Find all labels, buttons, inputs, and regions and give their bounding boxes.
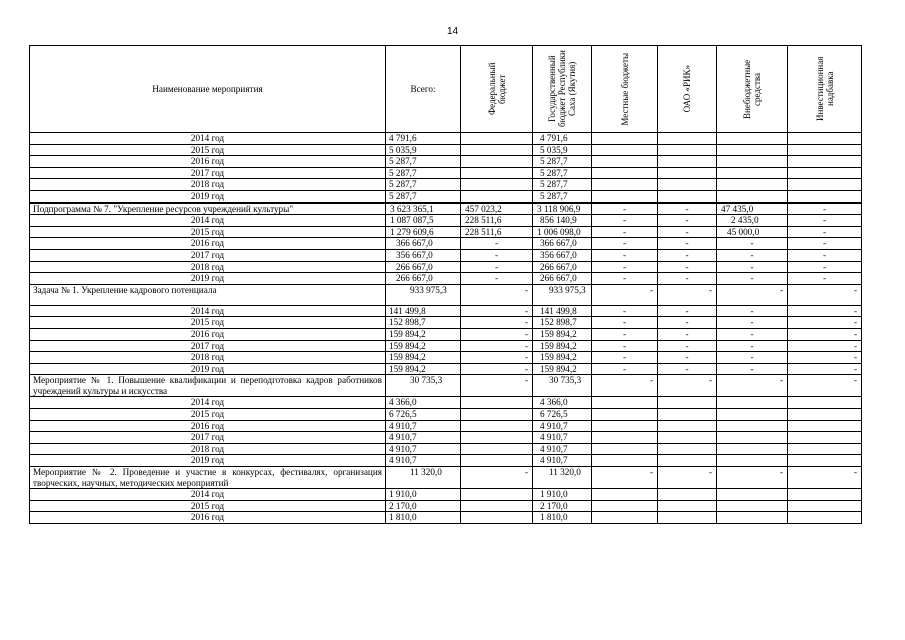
cell-oao: [658, 156, 717, 168]
cell-invest: -: [788, 352, 862, 364]
table-row: [30, 500, 862, 512]
cell-extra: [717, 500, 788, 512]
cell-invest: [788, 455, 862, 467]
cell-extra: [717, 144, 788, 156]
table-row: [30, 375, 862, 397]
cell-extra: -: [717, 305, 788, 317]
cell-state: 366 667,0: [533, 238, 592, 250]
row-name: 2019 год: [30, 273, 386, 285]
table-row: [30, 156, 862, 168]
cell-state: 159 894,2: [533, 328, 592, 340]
row-name: 2015 год: [30, 144, 386, 156]
header-state: [533, 46, 592, 133]
cell-oao: -: [658, 352, 717, 364]
cell-total: 1 810,0: [386, 512, 461, 524]
table-row: [30, 167, 862, 179]
cell-total: 30 735,3: [386, 375, 461, 397]
cell-oao: -: [658, 375, 717, 397]
cell-oao: [658, 167, 717, 179]
page-number: 14: [446, 26, 459, 37]
cell-federal: [461, 455, 533, 467]
cell-state: 4 910,7: [533, 455, 592, 467]
header-state-label: Государственный бюджет Республики Саха (Якутия): [547, 50, 577, 128]
cell-invest: -: [788, 284, 862, 305]
cell-oao: -: [658, 215, 717, 227]
cell-invest: [788, 167, 862, 179]
cell-federal: [461, 397, 533, 409]
row-name: 2014 год: [30, 489, 386, 501]
cell-extra: 45 000,0: [717, 226, 788, 238]
cell-invest: [788, 144, 862, 156]
cell-state: 5 287,7: [533, 190, 592, 202]
cell-extra: [717, 133, 788, 145]
cell-total: 141 499,8: [386, 305, 461, 317]
cell-local: [592, 144, 658, 156]
header-local-label: Местные бюджеты: [619, 52, 630, 126]
table-row: [30, 179, 862, 191]
cell-oao: -: [658, 203, 717, 215]
cell-federal: -: [461, 375, 533, 397]
cell-extra: -: [717, 317, 788, 329]
cell-local: -: [592, 284, 658, 305]
cell-extra: [717, 512, 788, 524]
cell-total: 266 667,0: [386, 273, 461, 285]
table-row: [30, 363, 862, 375]
table-row: [30, 512, 862, 524]
cell-local: -: [592, 273, 658, 285]
cell-local: -: [592, 261, 658, 273]
cell-invest: [788, 133, 862, 145]
cell-state: 159 894,2: [533, 340, 592, 352]
cell-invest: [788, 409, 862, 421]
cell-state: 5 287,7: [533, 179, 592, 191]
row-name: 2019 год: [30, 455, 386, 467]
cell-state: 152 898,7: [533, 317, 592, 329]
cell-extra: [717, 156, 788, 168]
cell-extra: 47 435,0: [717, 203, 788, 215]
cell-invest: [788, 190, 862, 202]
cell-total: 1 279 609,6: [386, 226, 461, 238]
cell-total: 6 726,5: [386, 409, 461, 421]
cell-state: 11 320,0: [533, 467, 592, 489]
cell-local: -: [592, 352, 658, 364]
cell-extra: -: [717, 352, 788, 364]
header-extra: [717, 46, 788, 133]
cell-total: 1 910,0: [386, 489, 461, 501]
cell-oao: [658, 190, 717, 202]
cell-federal: -: [461, 284, 533, 305]
row-name: 2016 год: [30, 238, 386, 250]
table-row: [30, 261, 862, 273]
cell-total: 1 087 087,5: [386, 215, 461, 227]
cell-invest: [788, 179, 862, 191]
cell-federal: [461, 512, 533, 524]
header-local: [592, 46, 658, 133]
cell-local: [592, 133, 658, 145]
table-row: [30, 340, 862, 352]
cell-local: -: [592, 340, 658, 352]
table-row: [30, 238, 862, 250]
cell-local: [592, 512, 658, 524]
cell-federal: [461, 167, 533, 179]
cell-local: -: [592, 226, 658, 238]
cell-total: 5 287,7: [386, 156, 461, 168]
cell-oao: [658, 133, 717, 145]
table-row: [30, 352, 862, 364]
cell-federal: 457 023,2: [461, 203, 533, 215]
cell-total: 4 910,7: [386, 443, 461, 455]
cell-extra: [717, 397, 788, 409]
row-name: 2019 год: [30, 363, 386, 375]
cell-extra: [717, 455, 788, 467]
cell-state: 141 499,8: [533, 305, 592, 317]
cell-federal: -: [461, 317, 533, 329]
row-name: 2018 год: [30, 443, 386, 455]
cell-state: 1 810,0: [533, 512, 592, 524]
cell-local: [592, 397, 658, 409]
cell-local: [592, 432, 658, 444]
row-name: 2018 год: [30, 352, 386, 364]
row-name: 2014 год: [30, 133, 386, 145]
cell-total: 4 366,0: [386, 397, 461, 409]
cell-invest: [788, 397, 862, 409]
row-name: 2016 год: [30, 156, 386, 168]
cell-total: 159 894,2: [386, 340, 461, 352]
cell-local: [592, 179, 658, 191]
cell-federal: -: [461, 363, 533, 375]
cell-extra: [717, 190, 788, 202]
row-name: Мероприятие № 1. Повышение квалификации и переподготовка кадров работников учреждений культуры и искусства: [30, 375, 386, 397]
row-name: 2017 год: [30, 340, 386, 352]
cell-oao: [658, 420, 717, 432]
cell-state: 4 791,6: [533, 133, 592, 145]
cell-federal: -: [461, 305, 533, 317]
cell-total: 159 894,2: [386, 363, 461, 375]
cell-extra: [717, 443, 788, 455]
cell-oao: -: [658, 467, 717, 489]
cell-total: 152 898,7: [386, 317, 461, 329]
cell-total: 2 170,0: [386, 500, 461, 512]
cell-federal: [461, 443, 533, 455]
row-name: 2015 год: [30, 317, 386, 329]
header-oao-label: ОАО «РИК»: [682, 65, 692, 113]
cell-federal: [461, 500, 533, 512]
cell-state: 4 910,7: [533, 432, 592, 444]
cell-local: -: [592, 215, 658, 227]
table-row: [30, 467, 862, 489]
cell-extra: -: [717, 375, 788, 397]
cell-total: 5 287,7: [386, 190, 461, 202]
cell-extra: -: [717, 328, 788, 340]
row-name: Подпрограмма № 7. "Укрепление ресурсов учреждений культуры": [30, 203, 386, 215]
cell-oao: -: [658, 317, 717, 329]
cell-state: 3 118 906,9: [533, 203, 592, 215]
header-total: Всего:: [386, 46, 461, 133]
cell-total: 5 287,7: [386, 167, 461, 179]
cell-federal: -: [461, 249, 533, 261]
cell-local: -: [592, 317, 658, 329]
table-row: [30, 144, 862, 156]
cell-oao: [658, 432, 717, 444]
cell-local: -: [592, 363, 658, 375]
cell-invest: [788, 512, 862, 524]
cell-oao: [658, 409, 717, 421]
table-row: [30, 273, 862, 285]
row-name: 2019 год: [30, 190, 386, 202]
cell-federal: [461, 409, 533, 421]
cell-oao: [658, 144, 717, 156]
table-row: [30, 432, 862, 444]
row-name: 2016 год: [30, 328, 386, 340]
cell-total: 3 623 365,1: [386, 203, 461, 215]
cell-invest: [788, 432, 862, 444]
table-row: [30, 409, 862, 421]
cell-total: 4 910,7: [386, 432, 461, 444]
cell-federal: -: [461, 261, 533, 273]
cell-local: [592, 167, 658, 179]
table-row: [30, 226, 862, 238]
cell-invest: -: [788, 238, 862, 250]
cell-oao: -: [658, 261, 717, 273]
cell-state: 159 894,2: [533, 363, 592, 375]
table-row: [30, 190, 862, 202]
cell-invest: -: [788, 340, 862, 352]
cell-invest: -: [788, 317, 862, 329]
cell-state: 5 287,7: [533, 167, 592, 179]
cell-invest: -: [788, 226, 862, 238]
cell-extra: -: [717, 340, 788, 352]
cell-oao: -: [658, 249, 717, 261]
row-name: 2015 год: [30, 500, 386, 512]
cell-extra: -: [717, 363, 788, 375]
cell-extra: -: [717, 284, 788, 305]
cell-extra: -: [717, 467, 788, 489]
cell-state: 4 910,7: [533, 443, 592, 455]
cell-invest: -: [788, 215, 862, 227]
row-name: Мероприятие № 2. Проведение и участие в конкурсах, фестивалях, организация творческих, научных, методических мероприятий: [30, 467, 386, 489]
header-oao: [658, 46, 717, 133]
row-name: 2014 год: [30, 215, 386, 227]
cell-federal: -: [461, 273, 533, 285]
cell-local: [592, 190, 658, 202]
cell-total: 4 910,7: [386, 420, 461, 432]
table-row: [30, 284, 862, 305]
cell-extra: [717, 167, 788, 179]
cell-invest: -: [788, 273, 862, 285]
cell-local: [592, 420, 658, 432]
cell-invest: [788, 443, 862, 455]
cell-federal: [461, 489, 533, 501]
cell-total: 159 894,2: [386, 328, 461, 340]
cell-invest: -: [788, 328, 862, 340]
row-name: Задача № 1. Укрепление кадрового потенциала: [30, 284, 386, 305]
cell-state: 356 667,0: [533, 249, 592, 261]
table-row: [30, 455, 862, 467]
cell-total: 266 667,0: [386, 261, 461, 273]
cell-state: 30 735,3: [533, 375, 592, 397]
cell-local: [592, 409, 658, 421]
cell-oao: [658, 500, 717, 512]
cell-total: 366 667,0: [386, 238, 461, 250]
cell-state: 6 726,5: [533, 409, 592, 421]
row-name: 2017 год: [30, 167, 386, 179]
cell-local: [592, 443, 658, 455]
cell-federal: -: [461, 467, 533, 489]
cell-state: 933 975,3: [533, 284, 592, 305]
cell-total: 11 320,0: [386, 467, 461, 489]
cell-oao: -: [658, 305, 717, 317]
cell-federal: [461, 133, 533, 145]
row-name: 2018 год: [30, 179, 386, 191]
row-name: 2016 год: [30, 420, 386, 432]
header-invest: [788, 46, 862, 133]
cell-oao: -: [658, 226, 717, 238]
table-row: [30, 133, 862, 145]
cell-invest: -: [788, 375, 862, 397]
row-name: 2014 год: [30, 305, 386, 317]
cell-state: 159 894,2: [533, 352, 592, 364]
row-name: 2016 год: [30, 512, 386, 524]
table-row: [30, 249, 862, 261]
cell-federal: -: [461, 238, 533, 250]
table-header-row: [30, 46, 862, 133]
cell-extra: -: [717, 261, 788, 273]
cell-total: 356 667,0: [386, 249, 461, 261]
cell-oao: [658, 455, 717, 467]
cell-total: 4 910,7: [386, 455, 461, 467]
cell-local: -: [592, 375, 658, 397]
cell-total: 5 287,7: [386, 179, 461, 191]
cell-state: 266 667,0: [533, 273, 592, 285]
cell-federal: [461, 432, 533, 444]
cell-state: 266 667,0: [533, 261, 592, 273]
row-name: 2017 год: [30, 249, 386, 261]
row-name: 2015 год: [30, 409, 386, 421]
cell-state: 1 910,0: [533, 489, 592, 501]
cell-local: -: [592, 305, 658, 317]
cell-invest: [788, 500, 862, 512]
cell-oao: -: [658, 328, 717, 340]
cell-local: -: [592, 238, 658, 250]
cell-oao: [658, 179, 717, 191]
cell-state: 4 366,0: [533, 397, 592, 409]
table-row: [30, 203, 862, 215]
cell-invest: -: [788, 261, 862, 273]
cell-federal: [461, 190, 533, 202]
cell-invest: [788, 489, 862, 501]
cell-local: -: [592, 467, 658, 489]
cell-state: 2 170,0: [533, 500, 592, 512]
cell-invest: -: [788, 249, 862, 261]
cell-total: 5 035,9: [386, 144, 461, 156]
cell-total: 159 894,2: [386, 352, 461, 364]
table-row: [30, 317, 862, 329]
cell-state: 5 287,7: [533, 156, 592, 168]
cell-local: [592, 500, 658, 512]
cell-federal: 228 511,6: [461, 226, 533, 238]
cell-oao: -: [658, 284, 717, 305]
header-extra-label: Внебюджетные средства: [742, 59, 762, 119]
cell-local: -: [592, 203, 658, 215]
cell-local: [592, 489, 658, 501]
table-row: [30, 215, 862, 227]
cell-invest: [788, 156, 862, 168]
row-name: 2017 год: [30, 432, 386, 444]
cell-federal: 228 511,6: [461, 215, 533, 227]
cell-extra: [717, 489, 788, 501]
cell-state: 856 140,9: [533, 215, 592, 227]
header-invest-label: Инвестиционная надбавка: [814, 56, 835, 122]
cell-federal: [461, 156, 533, 168]
table-row: [30, 328, 862, 340]
table-row: [30, 305, 862, 317]
cell-invest: -: [788, 467, 862, 489]
cell-federal: [461, 179, 533, 191]
cell-oao: [658, 397, 717, 409]
cell-state: 5 035,9: [533, 144, 592, 156]
cell-oao: -: [658, 273, 717, 285]
cell-local: [592, 455, 658, 467]
cell-state: 1 006 098,0: [533, 226, 592, 238]
cell-oao: [658, 489, 717, 501]
row-name: 2018 год: [30, 261, 386, 273]
cell-extra: [717, 432, 788, 444]
cell-oao: [658, 443, 717, 455]
cell-local: [592, 156, 658, 168]
cell-invest: [788, 420, 862, 432]
row-name: 2015 год: [30, 226, 386, 238]
cell-local: -: [592, 249, 658, 261]
cell-oao: -: [658, 363, 717, 375]
cell-extra: [717, 409, 788, 421]
cell-federal: [461, 420, 533, 432]
cell-total: 4 791,6: [386, 133, 461, 145]
cell-extra: -: [717, 238, 788, 250]
cell-oao: -: [658, 238, 717, 250]
cell-total: 933 975,3: [386, 284, 461, 305]
cell-invest: -: [788, 363, 862, 375]
table-row: [30, 397, 862, 409]
cell-extra: 2 435,0: [717, 215, 788, 227]
cell-extra: [717, 420, 788, 432]
cell-local: -: [592, 328, 658, 340]
table-row: [30, 489, 862, 501]
table-row: [30, 420, 862, 432]
cell-extra: -: [717, 249, 788, 261]
cell-extra: [717, 179, 788, 191]
cell-invest: -: [788, 203, 862, 215]
header-name: Наименование мероприятия: [30, 46, 386, 133]
cell-federal: -: [461, 328, 533, 340]
cell-federal: -: [461, 352, 533, 364]
cell-extra: -: [717, 273, 788, 285]
cell-federal: [461, 144, 533, 156]
cell-invest: -: [788, 305, 862, 317]
cell-oao: -: [658, 340, 717, 352]
table-row: [30, 443, 862, 455]
cell-federal: -: [461, 340, 533, 352]
budget-table: [29, 45, 862, 524]
header-federal-label: Федеральный бюджет: [486, 62, 507, 116]
row-name: 2014 год: [30, 397, 386, 409]
cell-oao: [658, 512, 717, 524]
cell-state: 4 910,7: [533, 420, 592, 432]
header-federal: [461, 46, 533, 133]
